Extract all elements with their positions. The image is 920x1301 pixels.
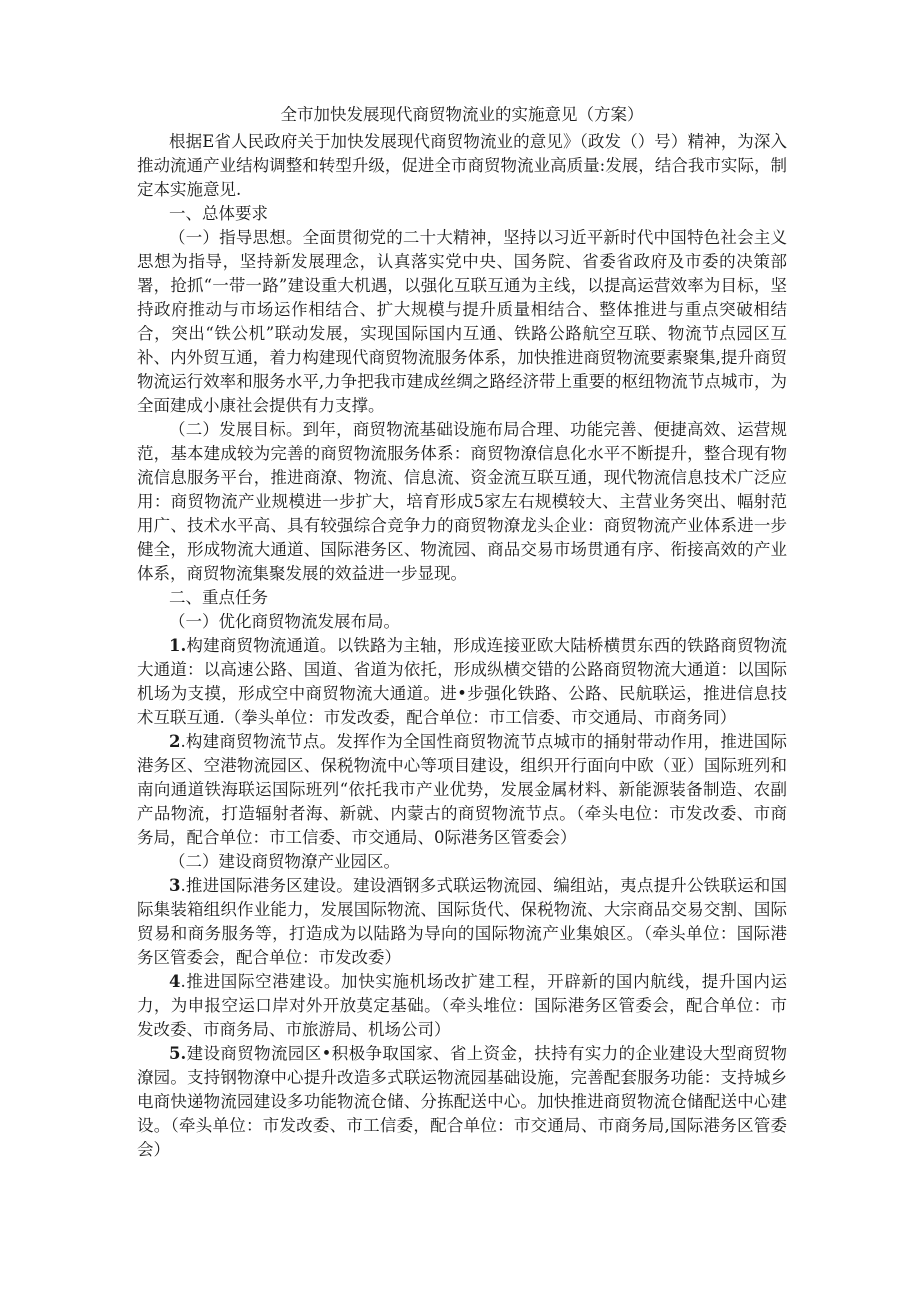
section-heading-general-requirements: 一、总体要求 (169, 204, 268, 223)
task-text: .推进国际空港建设。加快实施机场改扩建工程，开辟新的国内航线，提升国内运力，为申报空运口岸对外开放莫定基础。（牵头堆位：国际港务区管委会，配合单位：市发改委、市商务局、市旅游局、机场公司） (137, 972, 787, 1039)
subheading-build-parks: （二）建设商贸物潦产业园区。 (169, 852, 400, 871)
task-text: .构建商贸物流节点。发挥作为全国性商贸物流节点城市的捅射带动作用，推进国际港务区、空港物流园区、保税物流中心等项目建设，组织开行面向中欧（亚）国际班列和南向通道铁海联运国际班列“依托我市产业优势，发展金属材料、新能源装备制造、农副产品物流，打造辐射者海、新就、内蒙古的商贸物流节点。（牵头电位：市发改委、市商务局，配合单位：市工信委、市交通局、0际港务区管委会） (137, 732, 787, 847)
task-item-4 (137, 970, 787, 1042)
task-item-1 (137, 634, 787, 730)
document-page (137, 100, 787, 1162)
document-title: 全市加快发展现代商贸物流业的实施意见（方案） (280, 105, 644, 124)
task-number: 1. (169, 636, 187, 655)
task-text: 构建商贸物流通道。以铁路为主轴，形成连接亚欧大陆桥横贯东西的铁路商贸物流大通道：以高速公路、国道、省道为依托，形成纵横交错的公路商贸物流大通道：以国际机场为支摸，形成空中商贸物流大通道。进•步强化铁路、公路、民航联运，推进信息技术互联互通.（拳头单位：市发改委，配合单位：市工信委、市交通局、市商务同） (137, 636, 787, 727)
section-heading-key-tasks: 二、重点任务 (169, 588, 268, 607)
paragraph-guiding-thought: （一）指导思想。全面贯彻党的二十大精神，坚持以习近平新时代中国特色社会主义思想为指导，坚持新发展理念，认真落实党中央、国务院、省委省政府及市委的决策部署，抢抓“一带一路”建设重大机遇，以强化互联互通为主线，以提高运营效率为目标，坚持政府推动与市场运作相结合、扩大规模与提升质量相结合、整体推进与重点突破相结合，突出“铁公机”联动发展，实现国际国内互通、铁路公路航空互联、物流节点园区互补、内外贸互通，着力构建现代商贸物流服务体系，加快推进商贸物流要素聚集,提升商贸物流运行效率和服务水平,力争把我市建成丝绸之路经济带上重要的枢纽物流节点城市，为全面建成小康社会提供有力支撑。 (137, 228, 787, 415)
task-item-3 (137, 874, 787, 970)
task-number: 5. (169, 1044, 187, 1063)
task-item-5 (137, 1042, 787, 1162)
task-text: .推进国际港务区建设。建设酒钢多式联运物流园、编组站，夷点提升公铁联运和国际集装箱组织作业能力，发展国际物流、国际货代、保税物流、大宗商品交易交割、国际贸易和商务服务等，打造成为以陆路为导向的国际物流产业集娘区。（牵头单位：国际港务区管委会，配合单位：市发改委） (137, 876, 787, 967)
paragraph-development-goals: （二）发展目标。到年，商贸物流基础设施布局合理、功能完善、便捷高效、运营规范，基本建成较为完善的商贸物流服务体系：商贸物潦信息化水平不断提升，整合现有物流信息服务平台，推进商潦、物流、信息流、资金流互联互通，现代物流信息技术广泛应用：商贸物流产业规模进一步扩大，培育形成5家左右规模较大、主营业务突出、幅射范用广、技术水平高、具有较强综合竞争力的商贸物潦龙头企业：商贸物流产业体系进一步健全，形成物流大通道、国际港务区、物流园、商品交易市场贯通有序、衔接高效的产业体系，商贸物流集聚发展的效益进一步显现。 (137, 420, 787, 583)
subheading-optimize-layout: （一）优化商贸物流发展布局。 (169, 612, 400, 631)
task-item-2 (137, 730, 787, 850)
intro-paragraph: 根据E省人民政府关于加快发展现代商贸物流业的意见》（政发（）号）精神，为深入推动流通产业结构调整和转型升级，促进全市商贸物流业高质量:发展，结合我市实际，制定本实施意见. (137, 132, 787, 199)
task-text: 建设商贸物流园区•积极争取国家、省上资金，扶持有实力的企业建设大型商贸物潦园。支持钢物潦中心提升改造多式联运物流园基础设施，完善配套服务功能：支持城乡电商快递物流园建设多功能物流仓储、分拣配送中心。加快推进商贸物流仓储配送中心建设。（牵头单位：市发改委、市工信委，配合单位：市交通局、市商务局,国际港务区管委会） (137, 1044, 787, 1159)
task-number: 3 (169, 876, 181, 895)
task-number: 2 (169, 732, 181, 751)
task-number: 4 (169, 972, 181, 991)
